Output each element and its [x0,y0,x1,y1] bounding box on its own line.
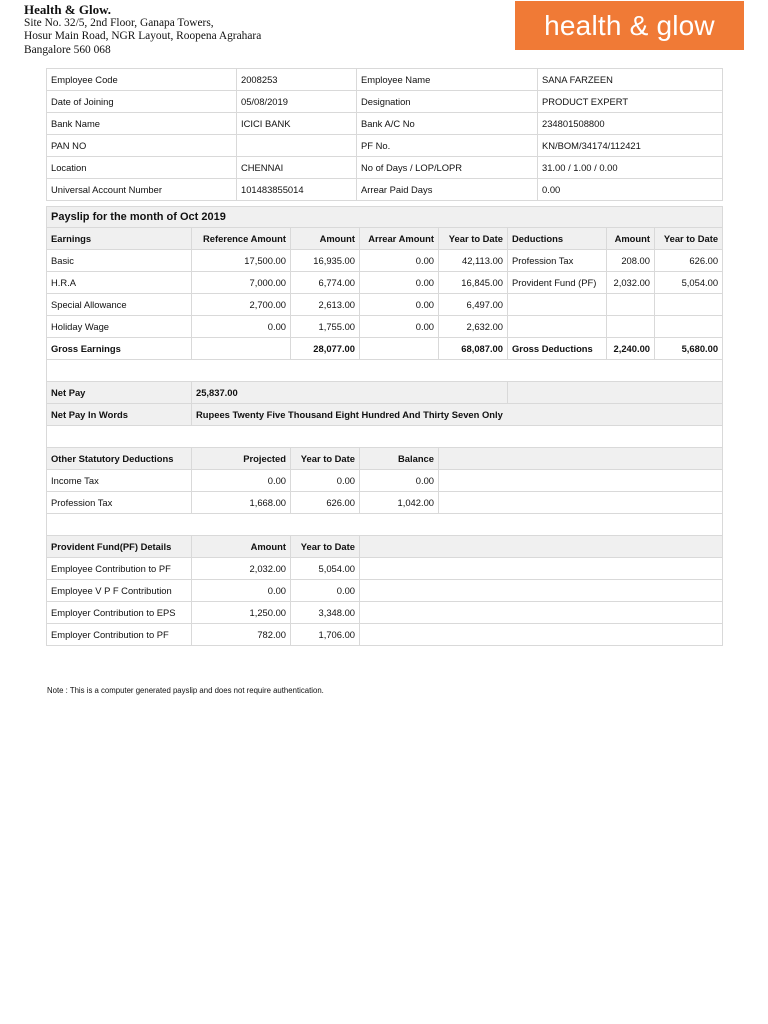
payslip-title: Payslip for the month of Oct 2019 [47,207,723,228]
arrear-amount: 0.00 [360,250,439,272]
info-value [237,135,357,157]
gross-reference [192,338,291,360]
pf-amount: 782.00 [192,624,291,646]
deduction-amount: 2,032.00 [607,272,655,294]
company-name: Health & Glow. [24,2,112,17]
info-row [47,135,723,157]
earning-name: Holiday Wage [47,316,192,338]
address-line: Hosur Main Road, NGR Layout, Roopena Agrahara [24,30,262,43]
info-label: PF No. [357,135,538,157]
info-row [47,179,723,201]
column-header: Amount [607,228,655,250]
gross-deductions-label: Gross Deductions [508,338,607,360]
info-label: Employee Name [357,69,538,91]
pf-amount: 2,032.00 [192,558,291,580]
footer-note: Note : This is a computer generated payslip and does not require authentication. [47,686,324,695]
column-header: Provident Fund(PF) Details [47,536,192,558]
earnings-row [47,272,723,294]
year-to-date: 42,113.00 [439,250,508,272]
balance: 0.00 [360,470,439,492]
pf-ytd: 5,054.00 [291,558,360,580]
gross-arrear [360,338,439,360]
pf-row [47,602,723,624]
earnings-row [47,250,723,272]
net-pay-words-label: Net Pay In Words [47,404,192,426]
deduction-amount [607,316,655,338]
reference-amount: 17,500.00 [192,250,291,272]
deduction-ytd [655,294,723,316]
info-label: Location [47,157,237,179]
pf-row [47,558,723,580]
employee-info-table [46,68,723,201]
gross-deductions-amount: 2,240.00 [607,338,655,360]
column-header: Balance [360,448,439,470]
info-label: Bank Name [47,113,237,135]
reference-amount: 2,700.00 [192,294,291,316]
pf-amount: 1,250.00 [192,602,291,624]
info-value: 101483855014 [237,179,357,201]
deduction-name [508,294,607,316]
arrear-amount: 0.00 [360,272,439,294]
column-header: Other Statutory Deductions [47,448,192,470]
pf-item: Employee Contribution to PF [47,558,192,580]
statutory-row [47,492,723,514]
column-header: Year to Date [291,536,360,558]
gross-ytd: 68,087.00 [439,338,508,360]
spacer-row [47,426,723,448]
arrear-amount: 0.00 [360,294,439,316]
earnings-row [47,316,723,338]
info-value: CHENNAI [237,157,357,179]
statutory-header-row [47,448,723,470]
net-pay-label: Net Pay [47,382,192,404]
reference-amount: 7,000.00 [192,272,291,294]
deduction-name: Income Tax [47,470,192,492]
earnings-header-row [47,228,723,250]
year-to-date: 0.00 [291,470,360,492]
info-value: PRODUCT EXPERT [538,91,723,113]
pf-ytd: 3,348.00 [291,602,360,624]
column-header: Year to Date [439,228,508,250]
info-label: Designation [357,91,538,113]
info-label: Arrear Paid Days [357,179,538,201]
balance: 1,042.00 [360,492,439,514]
net-pay-words-row [47,404,723,426]
info-value: 05/08/2019 [237,91,357,113]
deduction-ytd [655,316,723,338]
projected: 1,668.00 [192,492,291,514]
info-value: 31.00 / 1.00 / 0.00 [538,157,723,179]
info-label: Employee Code [47,69,237,91]
column-header: Deductions [508,228,607,250]
pf-item: Employee V P F Contribution [47,580,192,602]
info-label: No of Days / LOP/LOPR [357,157,538,179]
address-line: Bangalore 560 068 [24,43,111,56]
reference-amount: 0.00 [192,316,291,338]
company-header [24,2,261,57]
net-pay-words: Rupees Twenty Five Thousand Eight Hundred And Thirty Seven Only [192,404,723,426]
deduction-amount: 208.00 [607,250,655,272]
pf-row [47,624,723,646]
spacer-row [47,514,723,536]
gross-amount: 28,077.00 [291,338,360,360]
net-pay-row [47,382,723,404]
statutory-row [47,470,723,492]
info-value: ICICI BANK [237,113,357,135]
info-row [47,157,723,179]
amount: 1,755.00 [291,316,360,338]
pf-header-row [47,536,723,558]
payslip-title-row [47,207,723,228]
arrear-amount: 0.00 [360,316,439,338]
info-label: Bank A/C No [357,113,538,135]
amount: 16,935.00 [291,250,360,272]
year-to-date: 626.00 [291,492,360,514]
year-to-date: 2,632.00 [439,316,508,338]
address-line: Site No. 32/5, 2nd Floor, Ganapa Towers, [24,17,214,29]
spacer-row [47,360,723,382]
column-header: Amount [192,536,291,558]
pf-item: Employer Contribution to PF [47,624,192,646]
info-value: SANA FARZEEN [538,69,723,91]
column-header: Earnings [47,228,192,250]
info-row [47,113,723,135]
deduction-amount [607,294,655,316]
column-header: Arrear Amount [360,228,439,250]
earning-name: Basic [47,250,192,272]
gross-earnings-label: Gross Earnings [47,338,192,360]
projected: 0.00 [192,470,291,492]
earning-name: Special Allowance [47,294,192,316]
gross-row [47,338,723,360]
column-header: Year to Date [291,448,360,470]
info-label: Date of Joining [47,91,237,113]
net-pay-value: 25,837.00 [192,382,508,404]
pf-amount: 0.00 [192,580,291,602]
info-value: KN/BOM/34174/112421 [538,135,723,157]
amount: 6,774.00 [291,272,360,294]
info-row [47,91,723,113]
pf-ytd: 1,706.00 [291,624,360,646]
info-label: PAN NO [47,135,237,157]
info-value: 234801508800 [538,113,723,135]
deduction-name: Provident Fund (PF) [508,272,607,294]
gross-deductions-ytd: 5,680.00 [655,338,723,360]
company-logo: health & glow [515,1,744,50]
info-value: 2008253 [237,69,357,91]
pf-item: Employer Contribution to EPS [47,602,192,624]
deduction-ytd: 5,054.00 [655,272,723,294]
earnings-row [47,294,723,316]
info-value: 0.00 [538,179,723,201]
pf-row [47,580,723,602]
column-header: Year to Date [655,228,723,250]
column-header: Projected [192,448,291,470]
deduction-name: Profession Tax [47,492,192,514]
deduction-ytd: 626.00 [655,250,723,272]
info-label: Universal Account Number [47,179,237,201]
column-header: Reference Amount [192,228,291,250]
earning-name: H.R.A [47,272,192,294]
payslip-table [46,206,723,646]
amount: 2,613.00 [291,294,360,316]
deduction-name: Profession Tax [508,250,607,272]
column-header: Amount [291,228,360,250]
info-row [47,69,723,91]
year-to-date: 16,845.00 [439,272,508,294]
year-to-date: 6,497.00 [439,294,508,316]
pf-ytd: 0.00 [291,580,360,602]
deduction-name [508,316,607,338]
